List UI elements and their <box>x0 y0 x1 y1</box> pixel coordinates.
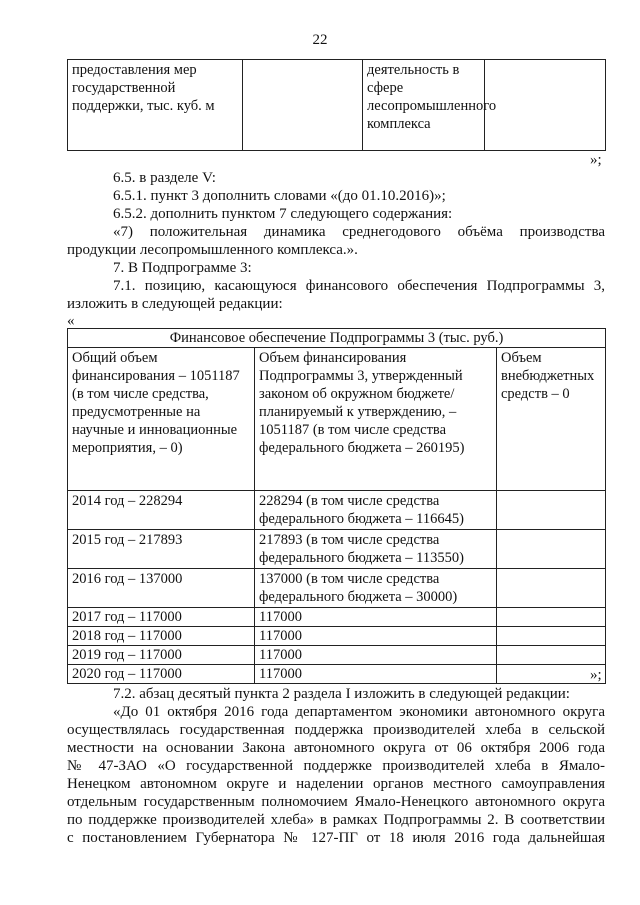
table-title: Финансовое обеспечение Подпрограммы 3 (тыс. руб.) <box>68 329 606 348</box>
extra-cell <box>497 530 606 569</box>
paragraph-6-5: 6.5. в разделе V: <box>113 170 216 186</box>
text-line: отдельным государственным полномочием Ямало-Ненецкого автономного округа <box>67 794 605 810</box>
table-row <box>68 608 606 627</box>
table-row <box>68 569 606 608</box>
year-cell: 2014 год – 228294 <box>68 491 255 530</box>
table-title-row <box>68 329 606 348</box>
header-extra: Объем внебюджетных средств – 0 <box>497 348 606 491</box>
paragraph-subprogram-3: 7. В Подпрограмме 3: <box>113 260 252 276</box>
paragraph-6-5-1: 6.5.1. пункт 3 дополнить словами «(до 01.10.2016)»; <box>113 188 446 204</box>
table-row <box>68 491 606 530</box>
table-cell <box>485 60 606 151</box>
budget-cell: 117000 <box>255 627 497 646</box>
table-row <box>68 530 606 569</box>
table-header-row <box>68 348 606 491</box>
budget-cell: 117000 <box>255 608 497 627</box>
extra-cell <box>497 491 606 530</box>
table-cell <box>243 60 363 151</box>
paragraph-7-2: 7.2. абзац десятый пункта 2 раздела I изложить в следующей редакции: <box>113 686 570 702</box>
paragraph-7-line-2: продукции лесопромышленного комплекса.». <box>67 242 358 258</box>
budget-cell: 217893 (в том числе средства федерального бюджета – 113550) <box>255 530 497 569</box>
year-cell: 2015 год – 217893 <box>68 530 255 569</box>
year-cell: 2020 год – 117000 <box>68 665 255 684</box>
text-line: по поддержке производителей хлеба» в рамках Подпрограммы 2. В соответствии <box>67 812 605 828</box>
budget-cell: 117000 <box>255 665 497 684</box>
text-line: «До 01 октября 2016 года департаментом экономики автономного округа <box>113 704 605 720</box>
table-cell: предоставления мер государственной поддержки, тыс. куб. м <box>68 60 243 151</box>
year-cell: 2017 год – 117000 <box>68 608 255 627</box>
budget-cell: 228294 (в том числе средства федерального бюджета – 116645) <box>255 491 497 530</box>
year-cell: 2016 год – 137000 <box>68 569 255 608</box>
extra-cell <box>497 627 606 646</box>
table-cell: деятельность в сфере лесопромышленного комплекса <box>363 60 485 151</box>
opening-quote: « <box>67 313 75 329</box>
text-line: Ненецком автономном округе и наделении органов местного самоуправления <box>67 776 605 792</box>
header-total: Общий объем финансирования – 1051187 (в том числе средства, предусмотренные на научные и инновационные мероприятия, – 0) <box>68 348 255 491</box>
budget-cell: 137000 (в том числе средства федерального бюджета – 30000) <box>255 569 497 608</box>
extra-cell <box>497 569 606 608</box>
closing-quote: »; <box>590 152 602 168</box>
table-row <box>68 627 606 646</box>
finance-table <box>67 328 606 684</box>
top-table <box>67 59 606 151</box>
extra-cell <box>497 646 606 665</box>
text-line: № 47-ЗАО «О государственной поддержке производителей хлеба в Ямало- <box>67 758 605 774</box>
year-cell: 2018 год – 117000 <box>68 627 255 646</box>
paragraph-7-1-line-1: 7.1. позицию, касающуюся финансового обеспечения Подпрограммы 3, <box>113 278 605 294</box>
table-row <box>68 665 606 684</box>
paragraph-7-line-1: «7) положительная динамика среднегодового объёма производства <box>113 224 605 240</box>
table-row <box>68 60 606 151</box>
budget-cell: 117000 <box>255 646 497 665</box>
text-line: осуществлялась государственная поддержка производителей хлеба в сельской <box>67 722 605 738</box>
page-number: 22 <box>312 32 328 48</box>
paragraph-6-5-2: 6.5.2. дополнить пунктом 7 следующего содержания: <box>113 206 453 222</box>
closing-quote: »; <box>590 667 602 683</box>
extra-cell <box>497 608 606 627</box>
text-line: с постановлением Губернатора № 127-ПГ от 18 июля 2016 года дальнейшая <box>67 830 605 846</box>
header-budget: Объем финансирования Подпрограммы 3, утвержденный законом об окружном бюджете/планируемый к утверждению, – 1051187 (в том числе средства федерального бюджета – 260195) <box>255 348 497 491</box>
text-line: местности на основании Закона автономного округа от 06 октября 2006 года <box>67 740 605 756</box>
paragraph-7-1-line-2: изложить в следующей редакции: <box>67 296 283 312</box>
table-row <box>68 646 606 665</box>
year-cell: 2019 год – 117000 <box>68 646 255 665</box>
